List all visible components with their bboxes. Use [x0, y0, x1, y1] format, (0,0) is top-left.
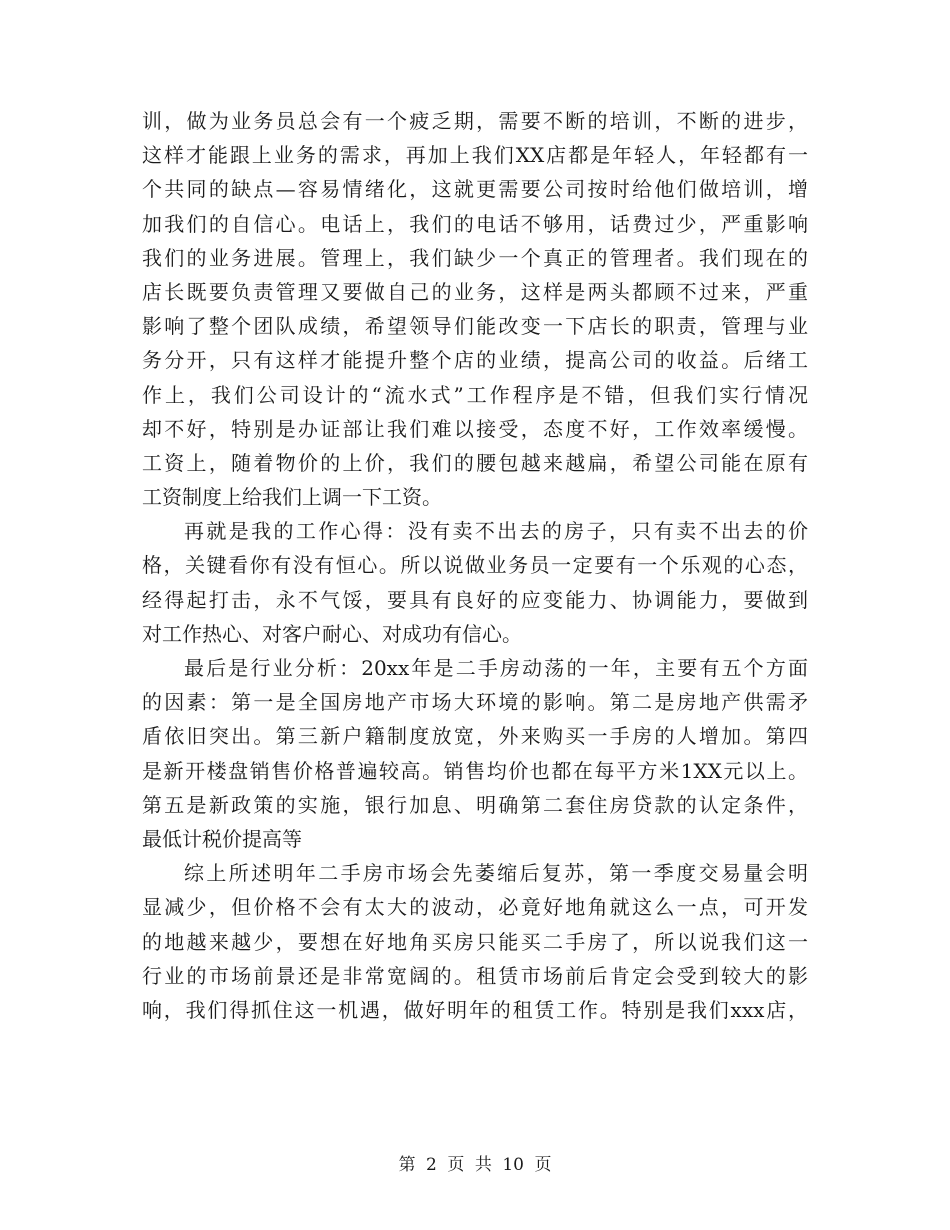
footer-total-word: 共: [474, 1155, 492, 1175]
footer-prefix: 第: [398, 1155, 416, 1175]
footer-suffix: 页: [534, 1155, 552, 1175]
paragraph-start: 再就是我的工作心得：没有卖不出去的房子，只有卖不出去的价: [184, 519, 808, 544]
text-line: 加我们的自信心。电话上，我们的电话不够用，话费过少，严重影响: [142, 211, 808, 236]
text-line: 务分开，只有这样才能提升整个店的业绩，提高公司的收益。后绪工: [142, 348, 808, 373]
page-footer: [0, 1150, 950, 1175]
paragraph-start: 综上所述明年二手房市场会先萎缩后复苏，第一季度交易量会明: [184, 861, 808, 886]
text-line: 这样才能跟上业务的需求，再加上我们XX店都是年轻人，年轻都有一: [142, 143, 808, 168]
text-line: 作上，我们公司设计的“流水式”工作程序是不错，但我们实行情况: [142, 382, 808, 407]
text-line: 工资制度上给我们上调一下工资。: [142, 485, 442, 510]
text-line: 最低计税价提高等: [142, 826, 302, 851]
text-line: 第五是新政策的实施，银行加息、明确第二套住房贷款的认定条件，: [142, 792, 808, 817]
text-line: 显减少，但价格不会有太大的波动，必竟好地角就这么一点，可开发: [142, 895, 808, 920]
text-line: 工资上，随着物价的上价，我们的腰包越来越扁，希望公司能在原有: [142, 450, 808, 475]
text-line: 是新开楼盘销售价格普遍较高。销售均价也都在每平方米1XX元以上。: [142, 758, 808, 783]
text-line: 训，做为业务员总会有一个疲乏期，需要不断的培训，不断的进步，: [142, 109, 808, 133]
text-line: 行业的市场前景还是非常宽阔的。租赁市场前后肯定会受到较大的影: [142, 963, 808, 988]
text-line: 盾依旧突出。第三新户籍制度放宽，外来购买一手房的人增加。第四: [142, 724, 808, 749]
total-page-number: 10: [502, 1155, 524, 1175]
paragraph-start: 最后是行业分析：20xx年是二手房动荡的一年，主要有五个方面: [184, 656, 808, 680]
text-line: 个共同的缺点—容易情绪化，这就更需要公司按时给他们做培训，增: [142, 177, 808, 202]
text-line: 格，关键看你有没有恒心。所以说做业务员一定要有一个乐观的心态，: [142, 553, 808, 578]
text-line: 却不好，特别是办证部让我们难以接受，态度不好，工作效率缓慢。: [142, 416, 808, 441]
current-page-number: 2: [426, 1155, 437, 1175]
text-line: 响，我们得抓住这一机遇，做好明年的租赁工作。特别是我们xxx店，: [142, 997, 808, 1022]
text-line: 经得起打击，永不气馁，要具有良好的应变能力、协调能力，要做到: [142, 587, 808, 612]
footer-page-word: 页: [447, 1155, 465, 1175]
text-line: 的地越来越少，要想在好地角买房只能买二手房了，所以说我们这一: [142, 929, 808, 954]
text-line: 的因素：第一是全国房地产市场大环境的影响。第二是房地产供需矛: [142, 690, 808, 715]
text-line: 对工作热心、对客户耐心、对成功有信心。: [142, 621, 522, 646]
text-line: 我们的业务进展。管理上，我们缺少一个真正的管理者。我们现在的: [142, 245, 808, 270]
text-line: 店长既要负责管理又要做自己的业务，这样是两头都顾不过来，严重: [142, 279, 808, 304]
text-line: 影响了整个团队成绩，希望领导们能改变一下店长的职责，管理与业: [142, 314, 808, 339]
body-text: [142, 104, 808, 1027]
